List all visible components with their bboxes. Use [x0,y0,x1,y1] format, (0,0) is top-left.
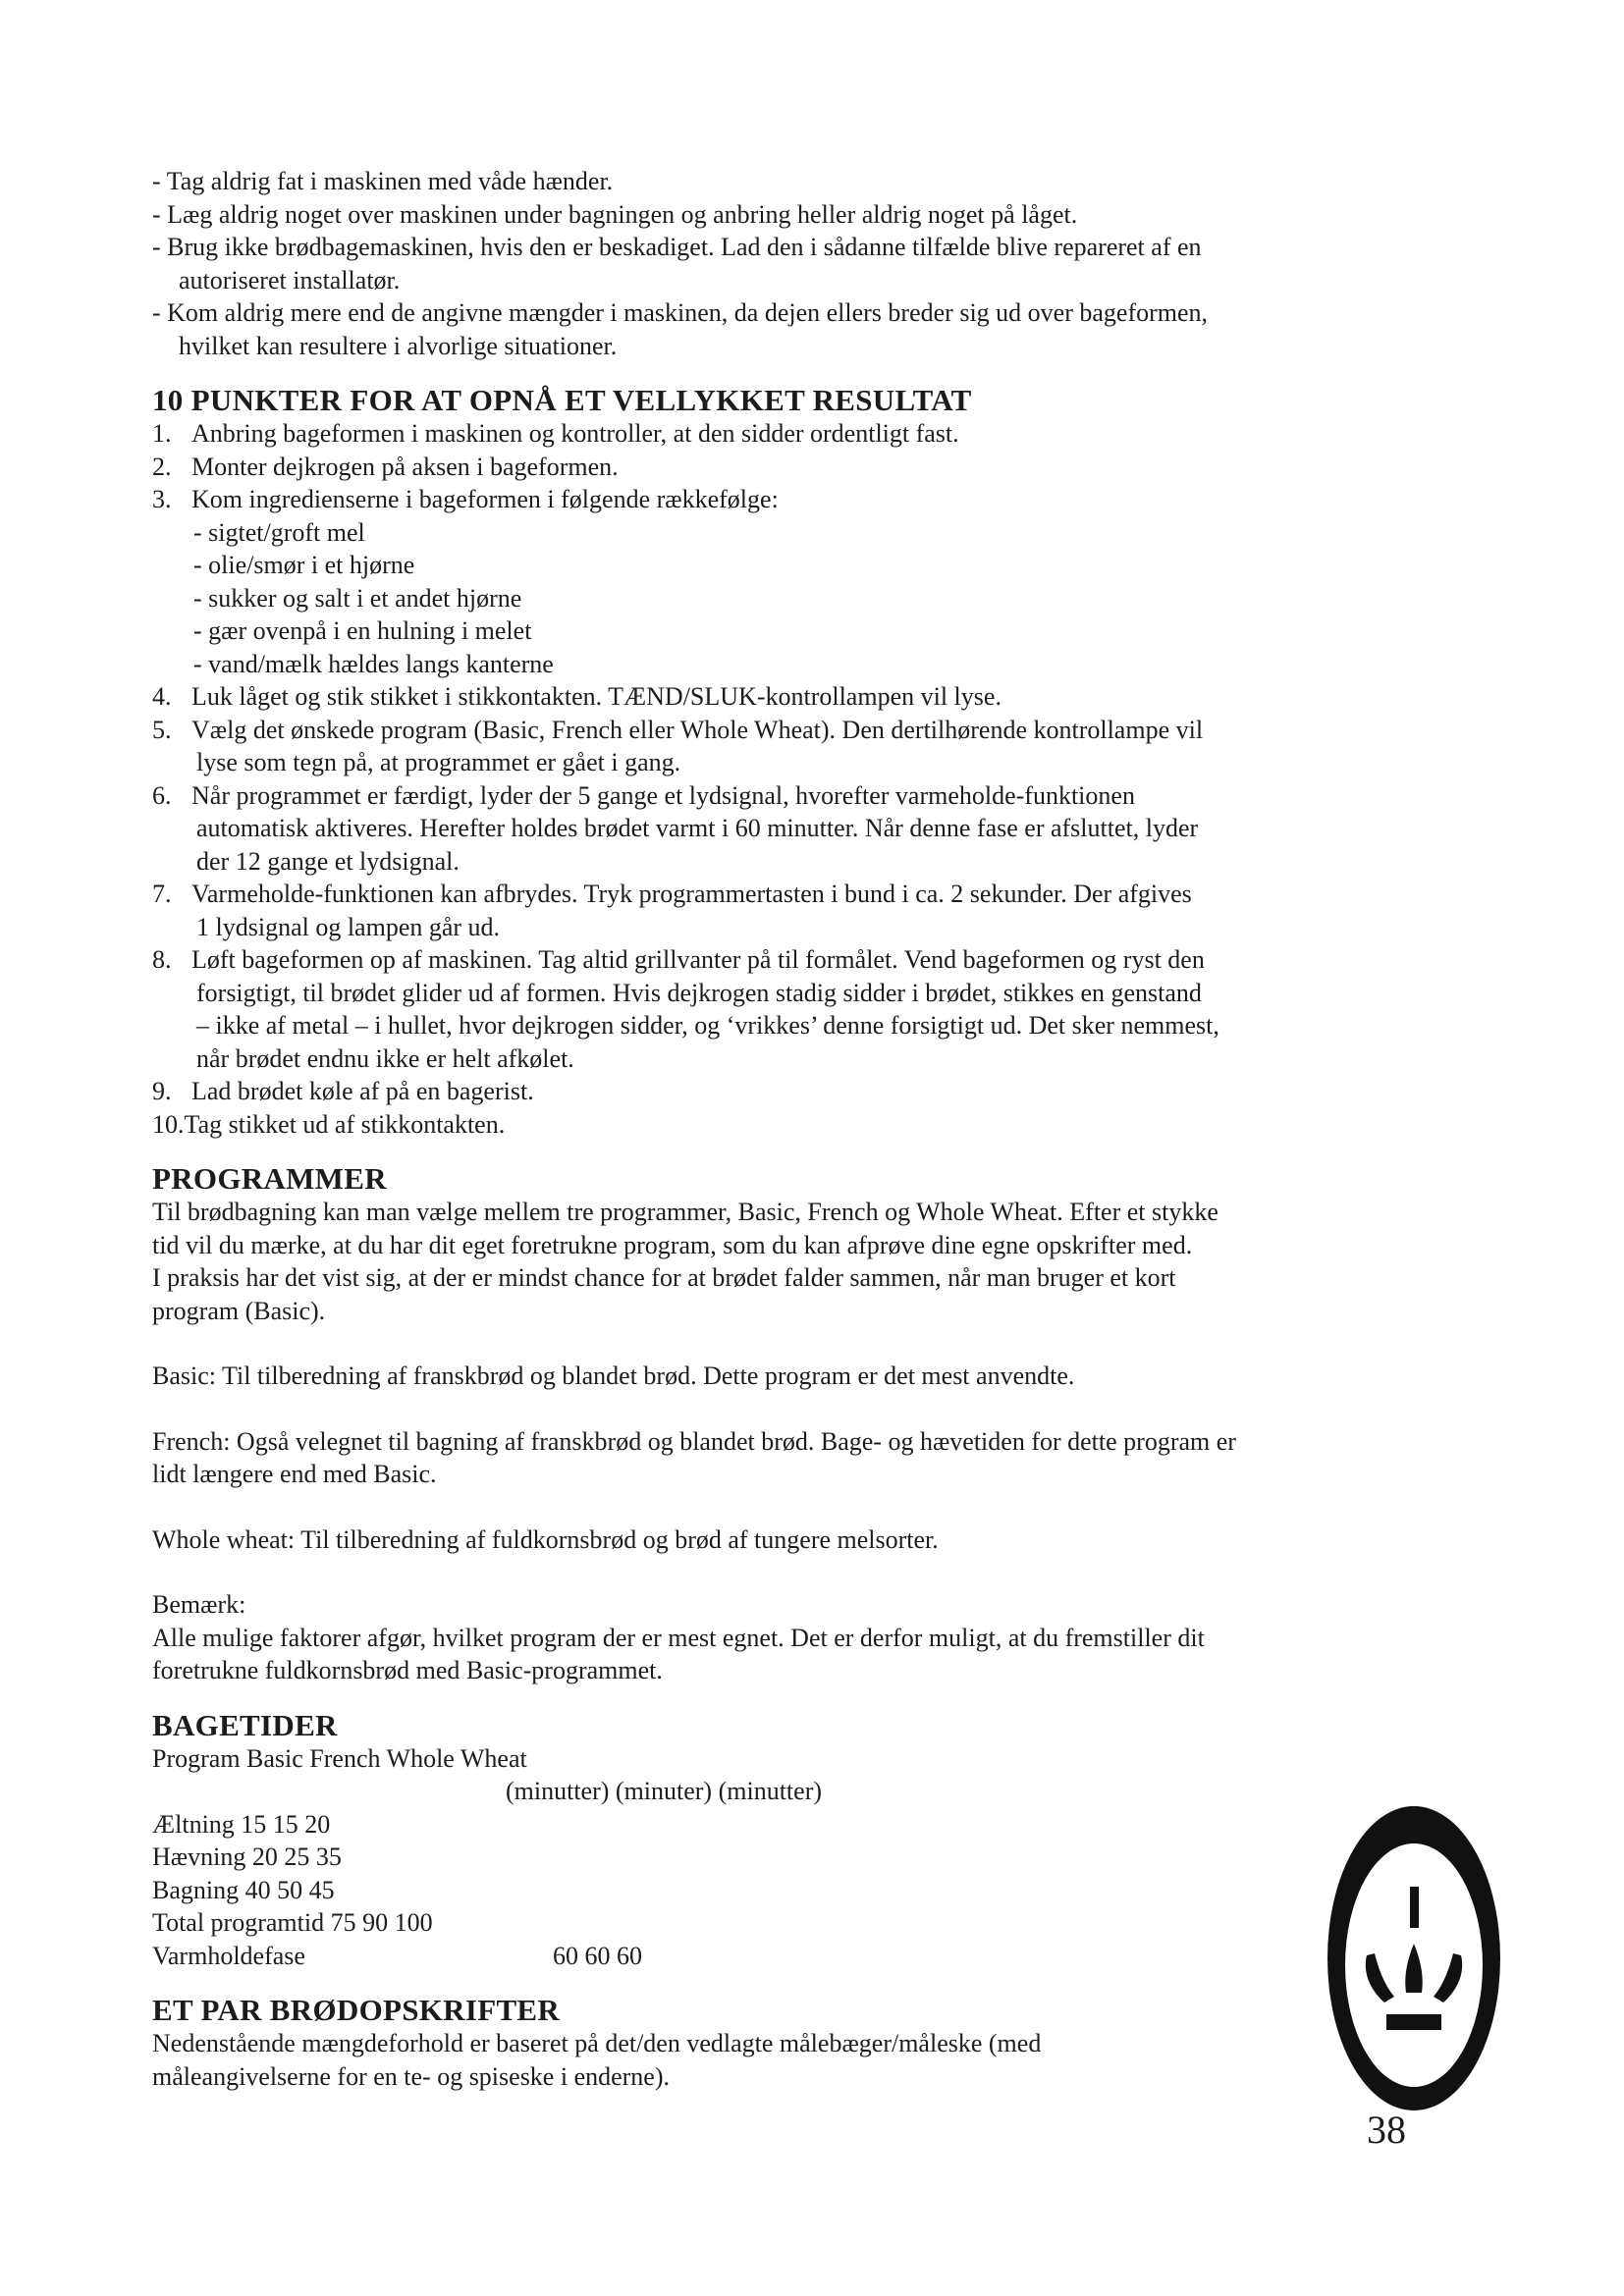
item-text: Løft bageformen op af maskinen. Tag altid grillvanter på til formålet. Vend bageformen og ryst den [191,945,1205,974]
paragraph-line: måleangivelserne for en te- og spiseske i enderne). [152,2061,671,2091]
item-text: Kom ingredienserne i bageformen i følgende rækkefølge: [191,485,779,513]
paragraph-line: tid vil du mærke, at du har dit eget foretrukne program, som du kan afprøve dine egne opskrifter med. [152,1230,1193,1259]
item-text-cont: når brødet endnu ikke er helt afkølet. [196,1043,574,1073]
bullet-line-cont: autoriseret installatør. [179,265,401,294]
program-french-text: French: Også velegnet til bagning af franskbrød og blandet brød. Bage- og hævetiden for dette program er [152,1426,1236,1456]
item-text-cont: der 12 gange et lydsignal. [196,846,460,876]
ingredient-line: - gær ovenpå i en hulning i melet [193,616,532,645]
paragraph-line: I praksis har det vist sig, at der er mindst chance for at brødet falder sammen, når man bruger et kort [152,1263,1176,1292]
paragraph-line: program (Basic). [152,1296,326,1325]
table-row: Æltning 15 15 20 [152,1809,331,1839]
bullet-line: - Brug ikke brødbagemaskinen, hvis den er beskadiget. Lad den i sådanne tilfælde blive repareret af en [152,233,1202,261]
item-text: Monter dejkrogen på aksen i bageformen. [191,452,619,481]
document-page [152,165,1468,2093]
list-item [152,1075,1468,1108]
section-title-points: 10 PUNKTER FOR AT OPNÅ ET VELLYKKET RESULTAT [152,383,972,417]
section-title-programmer: PROGRAMMER [152,1161,387,1196]
item-text: Anbring bageformen i maskinen og kontroller, at den sidder ordentligt fast. [191,419,959,448]
page-number: 38 [1367,2108,1406,2152]
bullet-line: - Læg aldrig noget over maskinen under bagningen og anbring heller aldrig noget på låget. [152,199,1078,229]
bullet-line: - Tag aldrig fat i maskinen med våde hænder. [152,167,614,195]
item-number: 2. [152,452,172,481]
section-title-bagetider: BAGETIDER [152,1707,338,1742]
ingredient-line: - sukker og salt i et andet hjørne [193,583,522,613]
oval-heating-element-icon [1316,1796,1512,2120]
bullet-line: - Kom aldrig mere end de angivne mængder i maskinen, da dejen ellers breder sig ud over bageformen, [152,298,1209,327]
ingredient-line: - vand/mælk hældes langs kanterne [193,649,554,678]
safety-bullets [152,165,1468,362]
ingredient-line: - sigtet/groft mel [193,517,365,547]
item-number: 10. [152,1109,185,1139]
note-label: Bemærk: [152,1590,246,1619]
list-item [152,417,1468,451]
item-number: 3. [152,485,172,513]
item-number: 8. [152,945,172,974]
item-text-cont: lyse som tegn på, at programmet er gået i gang. [196,748,681,776]
list-item [152,451,1468,484]
note-text: foretrukne fuldkornsbrød med Basic-programmet. [152,1656,663,1684]
baking-times-table [152,1742,1468,1973]
item-text: Tag stikket ud af stikkontakten. [184,1109,506,1139]
table-row: Bagning 40 50 45 [152,1875,335,1904]
paragraph-line: Til brødbagning kan man vælge mellem tre programmer, Basic, French og Whole Wheat. Efter et stykke [152,1198,1218,1226]
item-text-cont: forsigtigt, til brødet glider ud af formen. Hvis dejkrogen stadig sidder i brødet, stikkes en genstand [196,978,1202,1007]
ingredient-line: - olie/smør i et hjørne [193,551,415,579]
list-item [152,680,1468,714]
row-label: Varmholdefase [152,1941,305,1970]
list-item [152,779,1468,879]
list-item [152,878,1468,943]
item-number: 4. [152,682,172,711]
item-number: 1. [152,419,172,448]
note-text: Alle mulige faktorer afgør, hvilket program der er mest egnet. Det er derfor muligt, at du fremstiller dit [152,1623,1205,1652]
item-text-cont: 1 lydsignal og lampen går ud. [196,912,501,941]
item-text: Varmeholde-funktionen kan afbrydes. Tryk programmertasten i bund i ca. 2 sekunder. Der afgives [191,880,1192,908]
table-row: Hævning 20 25 35 [152,1842,342,1871]
program-whole-wheat-text: Whole wheat: Til tilberedning af fuldkornsbrød og brød af tungere melsorter. [152,1524,939,1554]
item-text: Luk låget og stik stikket i stikkontakten. TÆND/SLUK-kontrollampen vil lyse. [191,682,1001,711]
item-number: 7. [152,880,172,908]
section-title-recipes: ET PAR BRØDOPSKRIFTER [152,1993,561,2027]
item-number: 5. [152,715,172,744]
program-french-text: lidt længere end med Basic. [152,1460,437,1488]
bullet-line-cont: hvilket kan resultere i alvorlige situationer. [179,331,618,360]
paragraph-line: Nedenstående mængdeforhold er baseret på det/den vedlagte målebæger/måleske (med [152,2029,1042,2057]
item-number: 9. [152,1077,172,1105]
program-basic-text: Basic: Til tilberedning af franskbrød og blandet brød. Dette program er det mest anvendte. [152,1362,1075,1390]
list-item [152,1108,1468,1142]
item-text: Vælg det ønskede program (Basic, French eller Whole Wheat). Den dertilhørende kontrollampe vil [191,715,1204,744]
list-item [152,483,1468,680]
item-text: Lad brødet køle af på en bagerist. [191,1077,534,1105]
table-units: (minutter) (minuter) (minutter) [506,1777,823,1805]
list-item [152,943,1468,1075]
points-list [152,417,1468,1141]
item-text-cont: automatisk aktiveres. Herefter holdes brødet varmt i 60 minutter. Når denne fase er afsluttet, lyder [196,814,1199,842]
item-text-cont: – ikke af metal – i hullet, hvor dejkrogen sidder, og ‘vrikkes’ denne forsigtigt ud. Det sker nemmest, [196,1011,1219,1040]
table-row [152,1940,1468,1973]
list-item [152,714,1468,779]
table-row: Total programtid 75 90 100 [152,1908,433,1937]
item-text: Når programmet er færdigt, lyder der 5 gange et lydsignal, hvorefter varmeholde-funktionen [191,780,1135,810]
table-header: Program Basic French Whole Wheat [152,1743,527,1773]
row-values: 60 60 60 [553,1941,642,1970]
item-number: 6. [152,780,172,810]
